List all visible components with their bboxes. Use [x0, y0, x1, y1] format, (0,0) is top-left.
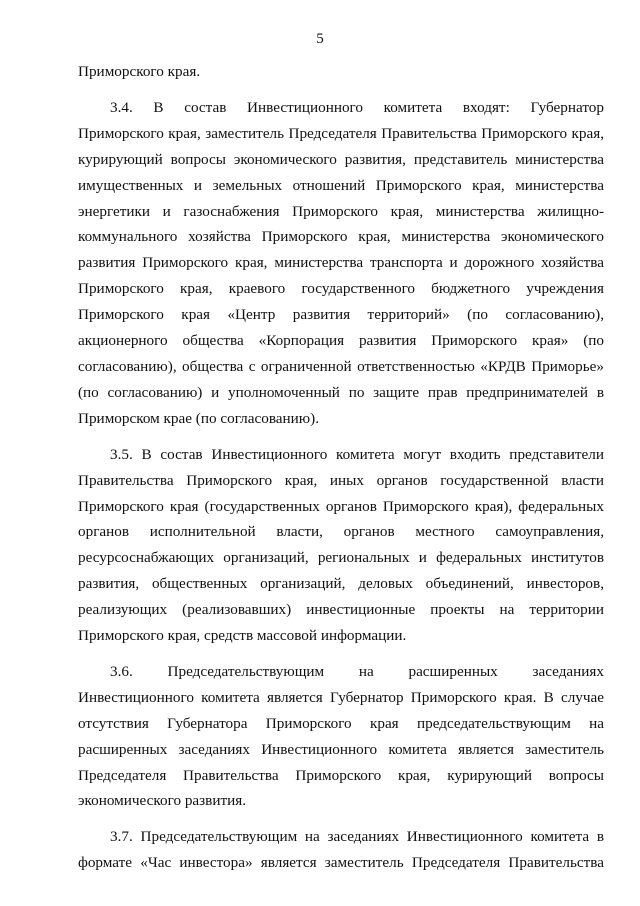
text-line: расширенных заседаниях Инвестиционного комитета является заместитель — [78, 740, 604, 758]
text-line: курирующий вопросы экономического развития, представитель министерства — [78, 150, 604, 168]
text-line: 3.7. Председательствующим на заседаниях Инвестиционного комитета в — [110, 828, 604, 846]
page-number: 5 — [316, 31, 324, 47]
text-line: 3.4. В состав Инвестиционного комитета входят: Губернатор — [110, 98, 604, 116]
text-line: Приморского края (государственных органов Приморского края), федеральных — [78, 497, 604, 515]
paragraph-gap — [78, 85, 604, 95]
text-line: органов исполнительной власти, органов местного самоуправления, — [78, 523, 604, 541]
text-line: энергетики и газоснабжения Приморского края, министерства жилищно- — [78, 202, 604, 220]
text-line: Приморском крае (по согласованию). — [78, 409, 319, 427]
text-line: Инвестиционного комитета является Губернатор Приморского края. В случае — [78, 688, 604, 706]
text-line: 3.6. Председательствующим на расширенных заседаниях — [110, 662, 604, 680]
text-line: развития Приморского края, министерства транспорта и дорожного хозяйства — [78, 254, 604, 272]
text-line: ресурсоснабжающих организаций, региональных и федеральных институтов — [78, 549, 604, 567]
text-line: согласованию), общества с ограниченной ответственностью «КРДВ Приморье» — [78, 357, 604, 375]
document-body — [78, 59, 604, 876]
paragraph-gap — [78, 814, 604, 824]
text-line: реализующих (реализовавших) инвестиционные проекты на территории — [78, 601, 604, 619]
text-line: Приморского края, краевого государственного бюджетного учреждения — [78, 280, 604, 298]
text-line: Приморского края, средств массовой информации. — [78, 627, 407, 645]
text-line: Приморского края, заместитель Председателя Правительства Приморского края, — [78, 124, 604, 142]
text-line: Приморского края. — [78, 63, 201, 80]
text-line: отсутствия Губернатора Приморского края председательствующим на — [78, 714, 604, 732]
text-line: 3.5. В состав Инвестиционного комитета могут входить представители — [110, 445, 604, 463]
text-line: Председателя Правительства Приморского края, курирующий вопросы — [78, 766, 604, 784]
text-line: экономического развития. — [78, 792, 247, 810]
paragraph-gap — [78, 432, 604, 442]
text-line: (по согласованию) и уполномоченный по защите прав предпринимателей в — [78, 383, 604, 401]
text-line: формате «Час инвестора» является заместитель Председателя Правительства — [78, 854, 604, 872]
text-line: Приморского края «Центр развития территорий» (по согласованию), — [78, 306, 604, 324]
text-line: акционерного общества «Корпорация развития Приморского края» (по — [78, 332, 604, 350]
text-line: коммунального хозяйства Приморского края, министерства экономического — [78, 228, 604, 246]
paragraph-gap — [78, 649, 604, 659]
text-line: имущественных и земельных отношений Приморского края, министерства — [78, 176, 604, 194]
text-line: развития, общественных организаций, деловых объединений, инвесторов, — [78, 575, 604, 593]
text-line: Правительства Приморского края, иных органов государственной власти — [78, 471, 604, 489]
